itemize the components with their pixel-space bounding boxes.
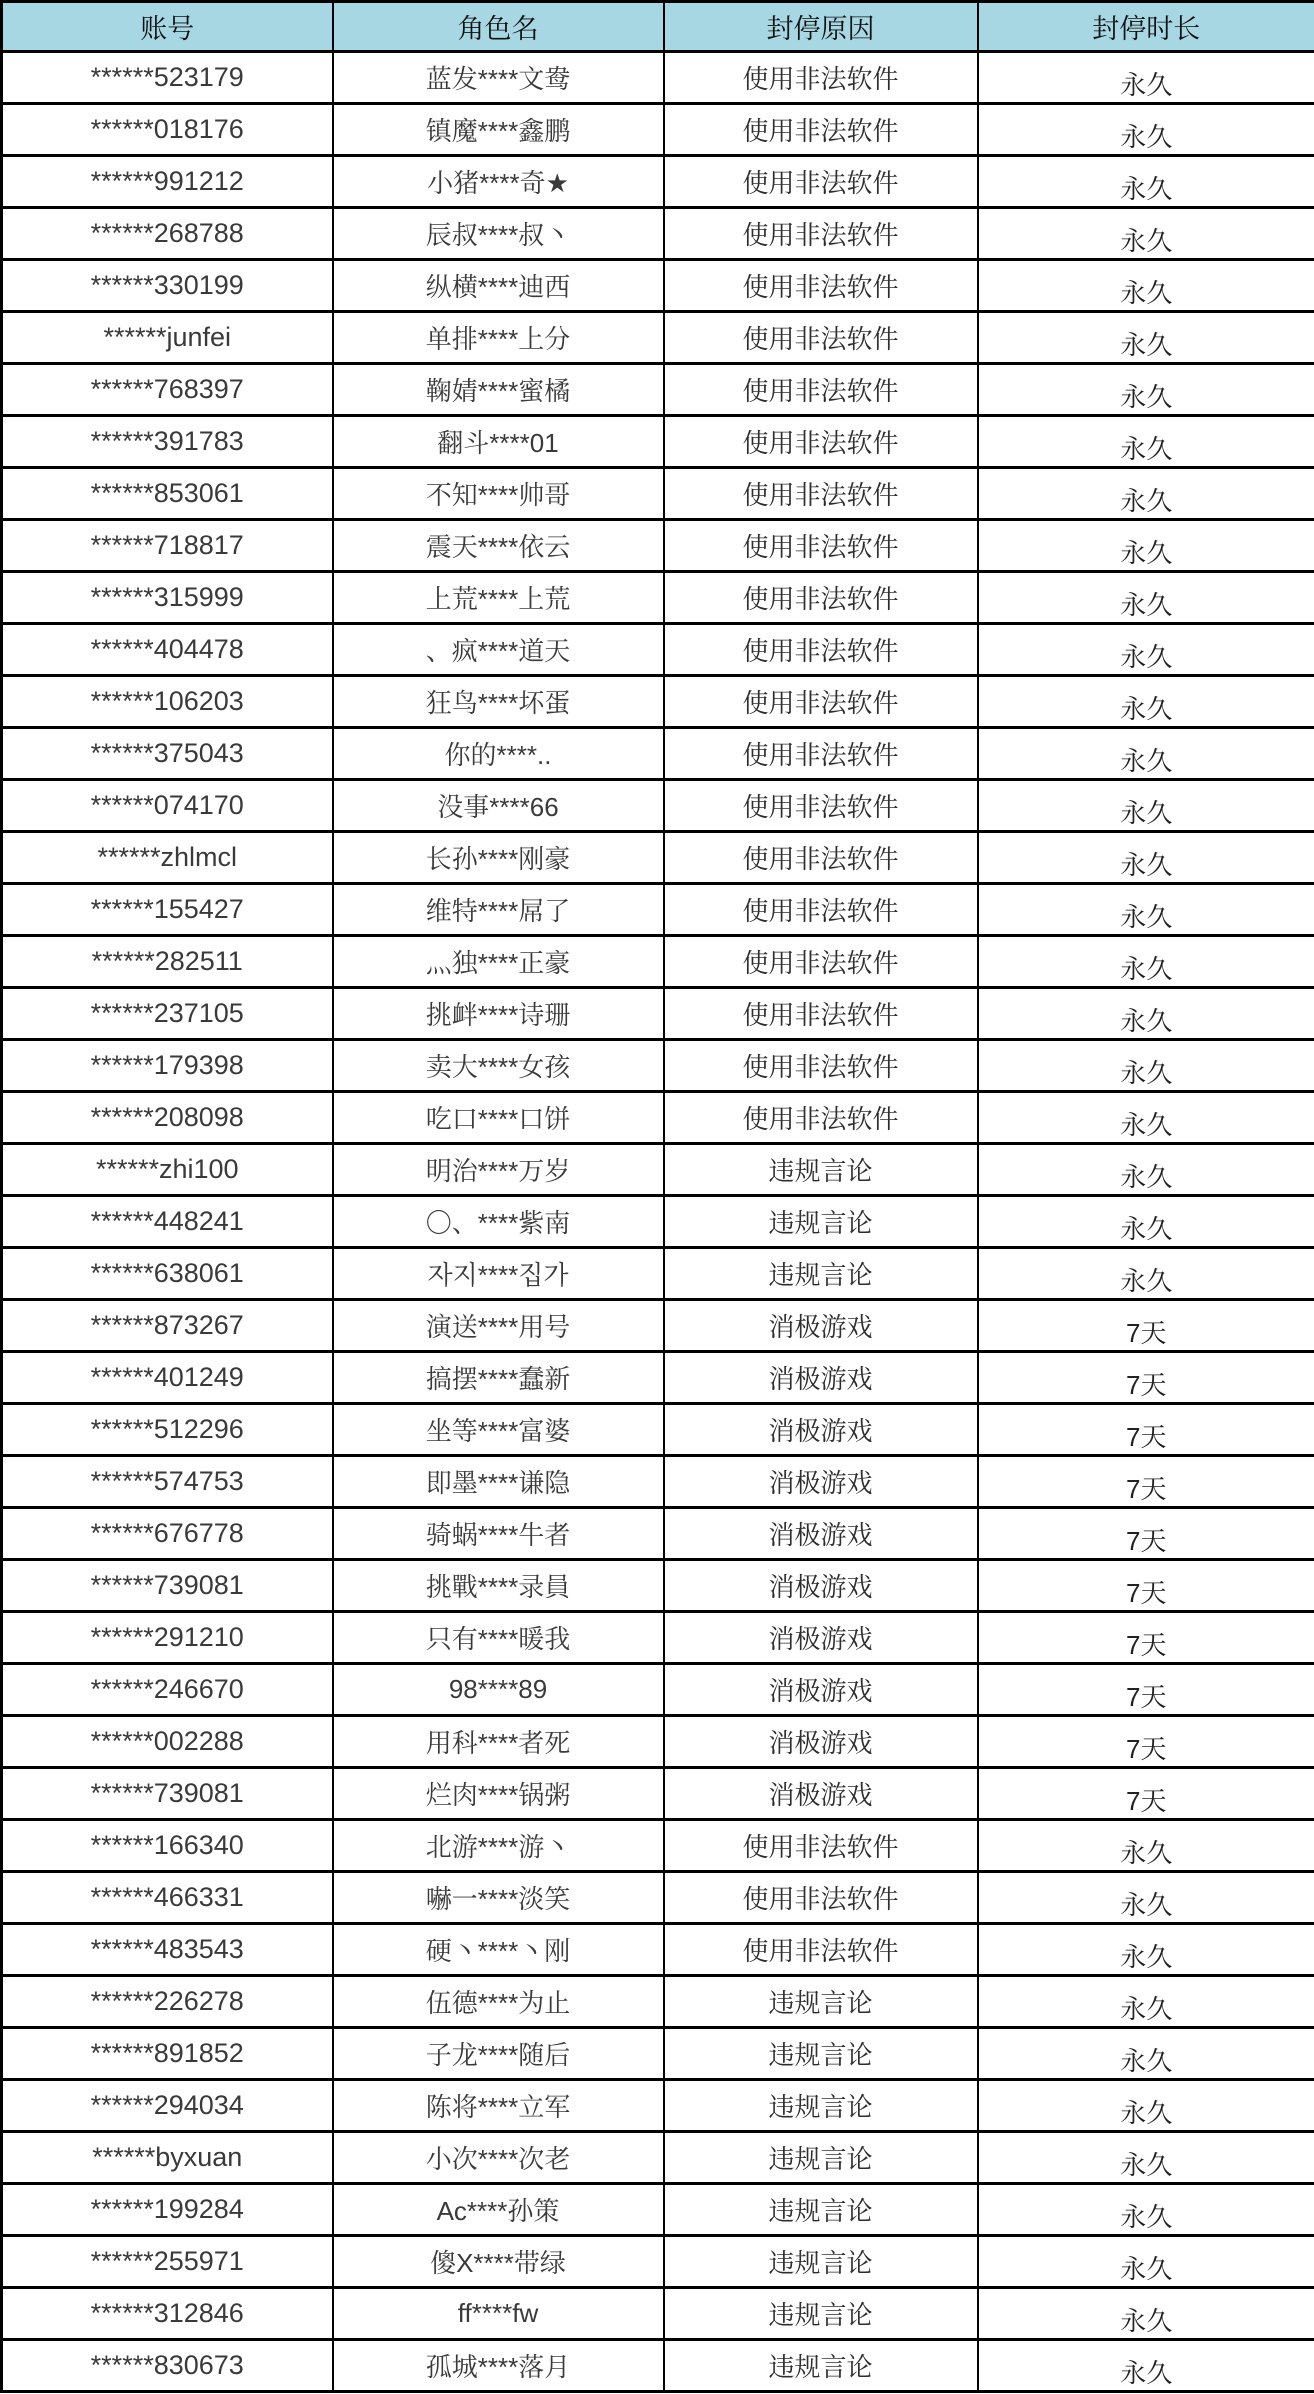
ban-reason-cell: 使用非法软件 (664, 52, 978, 104)
table-row (2, 364, 1314, 416)
account-cell: ******074170 (2, 780, 333, 832)
ban-duration-cell: 7天 (978, 1404, 1314, 1456)
ban-reason-cell: 消极游戏 (664, 1508, 978, 1560)
ban-reason-cell: 违规言论 (664, 2236, 978, 2288)
ban-duration-cell: 永久 (978, 416, 1314, 468)
ban-duration-cell: 永久 (978, 780, 1314, 832)
ban-duration-cell: 7天 (978, 1456, 1314, 1508)
ban-reason-cell: 使用非法软件 (664, 936, 978, 988)
character-name-cell: 即墨****谦隐 (333, 1456, 664, 1508)
ban-reason-cell: 使用非法软件 (664, 104, 978, 156)
account-cell: ******739081 (2, 1768, 333, 1820)
character-name-cell: 陈将****立军 (333, 2080, 664, 2132)
account-cell: ******199284 (2, 2184, 333, 2236)
table-row (2, 1664, 1314, 1716)
table-row (2, 520, 1314, 572)
account-cell: ******315999 (2, 572, 333, 624)
header-row (2, 2, 1314, 52)
table-row (2, 2028, 1314, 2080)
ban-duration-cell: 永久 (978, 1092, 1314, 1144)
ban-reason-cell: 使用非法软件 (664, 572, 978, 624)
ban-duration-cell: 永久 (978, 260, 1314, 312)
account-cell: ******106203 (2, 676, 333, 728)
table-row (2, 156, 1314, 208)
ban-duration-cell: 永久 (978, 104, 1314, 156)
account-cell: ******638061 (2, 1248, 333, 1300)
ban-duration-cell: 永久 (978, 364, 1314, 416)
ban-duration-cell: 7天 (978, 1664, 1314, 1716)
character-name-cell: 小次****次老 (333, 2132, 664, 2184)
character-name-cell: 坐等****富婆 (333, 1404, 664, 1456)
table-row (2, 104, 1314, 156)
ban-reason-cell: 消极游戏 (664, 1560, 978, 1612)
table-row (2, 1248, 1314, 1300)
table-row (2, 1040, 1314, 1092)
ban-reason-cell: 使用非法软件 (664, 520, 978, 572)
ban-duration-cell: 永久 (978, 2080, 1314, 2132)
ban-reason-cell: 使用非法软件 (664, 260, 978, 312)
account-cell: ******208098 (2, 1092, 333, 1144)
character-name-cell: 자지****집가 (333, 1248, 664, 1300)
ban-reason-cell: 消极游戏 (664, 1300, 978, 1352)
table-row (2, 1768, 1314, 1820)
character-name-cell: 演送****用号 (333, 1300, 664, 1352)
ban-reason-cell: 使用非法软件 (664, 1924, 978, 1976)
ban-reason-cell: 使用非法软件 (664, 468, 978, 520)
character-name-cell: 辰叔****叔丶 (333, 208, 664, 260)
table-row (2, 676, 1314, 728)
table-row (2, 1716, 1314, 1768)
character-name-cell: 子龙****随后 (333, 2028, 664, 2080)
account-cell: ******282511 (2, 936, 333, 988)
ban-reason-cell: 消极游戏 (664, 1612, 978, 1664)
table-row (2, 1144, 1314, 1196)
table-row (2, 884, 1314, 936)
ban-reason-cell: 使用非法软件 (664, 1040, 978, 1092)
ban-duration-cell: 永久 (978, 936, 1314, 988)
character-name-cell: 小猪****奇★ (333, 156, 664, 208)
ban-duration-cell: 7天 (978, 1300, 1314, 1352)
table-row (2, 624, 1314, 676)
table-row (2, 572, 1314, 624)
account-cell: ******018176 (2, 104, 333, 156)
character-name-cell: 卖大****女孩 (333, 1040, 664, 1092)
ban-duration-cell: 永久 (978, 208, 1314, 260)
character-name-cell: 孤城****落月 (333, 2340, 664, 2392)
character-name-cell: 〇、****紫南 (333, 1196, 664, 1248)
account-cell: ******junfei (2, 312, 333, 364)
character-name-cell: 烂肉****锅粥 (333, 1768, 664, 1820)
ban-reason-cell: 使用非法软件 (664, 312, 978, 364)
ban-duration-cell: 永久 (978, 2288, 1314, 2340)
ban-reason-cell: 违规言论 (664, 2340, 978, 2392)
account-cell: ******401249 (2, 1352, 333, 1404)
ban-duration-cell: 永久 (978, 156, 1314, 208)
account-cell: ******291210 (2, 1612, 333, 1664)
table-row (2, 832, 1314, 884)
table-row (2, 260, 1314, 312)
account-cell: ******404478 (2, 624, 333, 676)
character-name-cell: 翻斗****01 (333, 416, 664, 468)
ban-duration-cell: 永久 (978, 988, 1314, 1040)
ban-reason-cell: 违规言论 (664, 1196, 978, 1248)
ban-reason-cell: 使用非法软件 (664, 624, 978, 676)
ban-duration-cell: 永久 (978, 520, 1314, 572)
table-row (2, 416, 1314, 468)
character-name-cell: 、疯****道天 (333, 624, 664, 676)
account-cell: ******226278 (2, 1976, 333, 2028)
ban-reason-cell: 消极游戏 (664, 1456, 978, 1508)
character-name-cell: 没事****66 (333, 780, 664, 832)
character-name-cell: 硬丶****丶刚 (333, 1924, 664, 1976)
character-name-cell: 傻X****带绿 (333, 2236, 664, 2288)
table-row (2, 1560, 1314, 1612)
account-cell: ******155427 (2, 884, 333, 936)
table-row (2, 936, 1314, 988)
account-cell: ******375043 (2, 728, 333, 780)
account-cell: ******830673 (2, 2340, 333, 2392)
ban-reason-cell: 使用非法软件 (664, 884, 978, 936)
table-row (2, 2236, 1314, 2288)
table-row (2, 312, 1314, 364)
table-row (2, 2184, 1314, 2236)
character-name-cell: 挑戰****录員 (333, 1560, 664, 1612)
table-row (2, 468, 1314, 520)
character-name-cell: 不知****帅哥 (333, 468, 664, 520)
ban-duration-cell: 永久 (978, 468, 1314, 520)
character-name-cell: 单排****上分 (333, 312, 664, 364)
ban-duration-cell: 永久 (978, 832, 1314, 884)
ban-duration-cell: 永久 (978, 312, 1314, 364)
ban-duration-cell: 永久 (978, 728, 1314, 780)
ban-reason-cell: 使用非法软件 (664, 676, 978, 728)
header-ban-duration: 封停时长 (978, 2, 1314, 52)
ban-reason-cell: 使用非法软件 (664, 156, 978, 208)
ban-reason-cell: 消极游戏 (664, 1404, 978, 1456)
character-name-cell: 纵横****迪西 (333, 260, 664, 312)
character-name-cell: 震天****依云 (333, 520, 664, 572)
ban-reason-cell: 使用非法软件 (664, 208, 978, 260)
ban-duration-cell: 7天 (978, 1508, 1314, 1560)
account-cell: ******255971 (2, 2236, 333, 2288)
account-cell: ******768397 (2, 364, 333, 416)
ban-reason-cell: 使用非法软件 (664, 832, 978, 884)
character-name-cell: ff****fw (333, 2288, 664, 2340)
ban-duration-cell: 永久 (978, 624, 1314, 676)
table-row (2, 1924, 1314, 1976)
account-cell: ******byxuan (2, 2132, 333, 2184)
ban-reason-cell: 使用非法软件 (664, 1872, 978, 1924)
ban-duration-cell: 永久 (978, 2340, 1314, 2392)
character-name-cell: 上荒****上荒 (333, 572, 664, 624)
account-cell: ******466331 (2, 1872, 333, 1924)
table-row (2, 1196, 1314, 1248)
ban-duration-cell: 永久 (978, 1144, 1314, 1196)
table-row (2, 1404, 1314, 1456)
character-name-cell: 伍德****为止 (333, 1976, 664, 2028)
table-row (2, 780, 1314, 832)
account-cell: ******zhlmcl (2, 832, 333, 884)
ban-duration-cell: 永久 (978, 1924, 1314, 1976)
character-name-cell: 你的****.. (333, 728, 664, 780)
ban-reason-cell: 违规言论 (664, 2184, 978, 2236)
character-name-cell: 狂鸟****坏蛋 (333, 676, 664, 728)
ban-duration-cell: 7天 (978, 1352, 1314, 1404)
ban-reason-cell: 消极游戏 (664, 1768, 978, 1820)
account-cell: ******268788 (2, 208, 333, 260)
character-name-cell: 嚇一****淡笑 (333, 1872, 664, 1924)
table-row (2, 208, 1314, 260)
character-name-cell: 骑蜗****牛者 (333, 1508, 664, 1560)
table-row (2, 1976, 1314, 2028)
account-cell: ******330199 (2, 260, 333, 312)
character-name-cell: 北游****游丶 (333, 1820, 664, 1872)
account-cell: ******891852 (2, 2028, 333, 2080)
header-account: 账号 (2, 2, 333, 52)
character-name-cell: 用科****者死 (333, 1716, 664, 1768)
character-name-cell: 长孙****刚豪 (333, 832, 664, 884)
table-row (2, 1820, 1314, 1872)
ban-duration-cell: 永久 (978, 572, 1314, 624)
account-cell: ******873267 (2, 1300, 333, 1352)
table-row (2, 1612, 1314, 1664)
character-name-cell: 98****89 (333, 1664, 664, 1716)
ban-reason-cell: 违规言论 (664, 2080, 978, 2132)
character-name-cell: 鞠婧****蜜橘 (333, 364, 664, 416)
character-name-cell: 镇魔****鑫鹏 (333, 104, 664, 156)
ban-reason-cell: 违规言论 (664, 1976, 978, 2028)
ban-duration-cell: 永久 (978, 1040, 1314, 1092)
header-character-name: 角色名 (333, 2, 664, 52)
character-name-cell: 明治****万岁 (333, 1144, 664, 1196)
character-name-cell: 吃口****口饼 (333, 1092, 664, 1144)
ban-reason-cell: 消极游戏 (664, 1352, 978, 1404)
table-row (2, 1352, 1314, 1404)
account-cell: ******zhi100 (2, 1144, 333, 1196)
ban-duration-cell: 永久 (978, 1820, 1314, 1872)
account-cell: ******002288 (2, 1716, 333, 1768)
ban-duration-cell: 永久 (978, 1872, 1314, 1924)
table-row (2, 52, 1314, 104)
account-cell: ******512296 (2, 1404, 333, 1456)
ban-reason-cell: 使用非法软件 (664, 780, 978, 832)
account-cell: ******718817 (2, 520, 333, 572)
table-row (2, 2080, 1314, 2132)
account-cell: ******483543 (2, 1924, 333, 1976)
account-cell: ******676778 (2, 1508, 333, 1560)
ban-reason-cell: 违规言论 (664, 2132, 978, 2184)
ban-reason-cell: 消极游戏 (664, 1716, 978, 1768)
header-ban-reason: 封停原因 (664, 2, 978, 52)
ban-reason-cell: 违规言论 (664, 1144, 978, 1196)
ban-duration-cell: 永久 (978, 2132, 1314, 2184)
character-name-cell: 蓝发****文鸯 (333, 52, 664, 104)
character-name-cell: Ac****孙策 (333, 2184, 664, 2236)
account-cell: ******523179 (2, 52, 333, 104)
ban-reason-cell: 使用非法软件 (664, 1092, 978, 1144)
character-name-cell: 挑衅****诗珊 (333, 988, 664, 1040)
table-row (2, 1872, 1314, 1924)
ban-duration-cell: 7天 (978, 1716, 1314, 1768)
account-cell: ******853061 (2, 468, 333, 520)
account-cell: ******294034 (2, 2080, 333, 2132)
table-row (2, 2288, 1314, 2340)
ban-reason-cell: 消极游戏 (664, 1664, 978, 1716)
ban-reason-cell: 使用非法软件 (664, 728, 978, 780)
ban-duration-cell: 永久 (978, 2236, 1314, 2288)
ban-reason-cell: 违规言论 (664, 1248, 978, 1300)
ban-duration-cell: 永久 (978, 676, 1314, 728)
ban-duration-cell: 永久 (978, 1248, 1314, 1300)
ban-duration-cell: 永久 (978, 1196, 1314, 1248)
account-cell: ******246670 (2, 1664, 333, 1716)
ban-reason-cell: 使用非法软件 (664, 1820, 978, 1872)
ban-reason-cell: 使用非法软件 (664, 364, 978, 416)
account-cell: ******574753 (2, 1456, 333, 1508)
ban-duration-cell: 永久 (978, 52, 1314, 104)
account-cell: ******179398 (2, 1040, 333, 1092)
table-row (2, 1456, 1314, 1508)
ban-duration-cell: 永久 (978, 2028, 1314, 2080)
table-row (2, 1508, 1314, 1560)
ban-duration-cell: 永久 (978, 1976, 1314, 2028)
account-cell: ******448241 (2, 1196, 333, 1248)
ban-duration-cell: 7天 (978, 1560, 1314, 1612)
account-cell: ******166340 (2, 1820, 333, 1872)
ban-duration-cell: 永久 (978, 2184, 1314, 2236)
ban-duration-cell: 永久 (978, 884, 1314, 936)
table-row (2, 2340, 1314, 2392)
table-row (2, 1300, 1314, 1352)
ban-reason-cell: 使用非法软件 (664, 988, 978, 1040)
ban-reason-cell: 违规言论 (664, 2028, 978, 2080)
character-name-cell: 只有****暖我 (333, 1612, 664, 1664)
table-row (2, 728, 1314, 780)
table-row (2, 2132, 1314, 2184)
ban-reason-cell: 使用非法软件 (664, 416, 978, 468)
character-name-cell: 灬独****正豪 (333, 936, 664, 988)
ban-duration-cell: 7天 (978, 1612, 1314, 1664)
ban-duration-cell: 7天 (978, 1768, 1314, 1820)
ban-reason-cell: 违规言论 (664, 2288, 978, 2340)
account-cell: ******991212 (2, 156, 333, 208)
account-cell: ******312846 (2, 2288, 333, 2340)
table-row (2, 1092, 1314, 1144)
table-row (2, 988, 1314, 1040)
account-cell: ******391783 (2, 416, 333, 468)
account-cell: ******739081 (2, 1560, 333, 1612)
character-name-cell: 搞摆****蠢新 (333, 1352, 664, 1404)
character-name-cell: 维特****屌了 (333, 884, 664, 936)
account-cell: ******237105 (2, 988, 333, 1040)
